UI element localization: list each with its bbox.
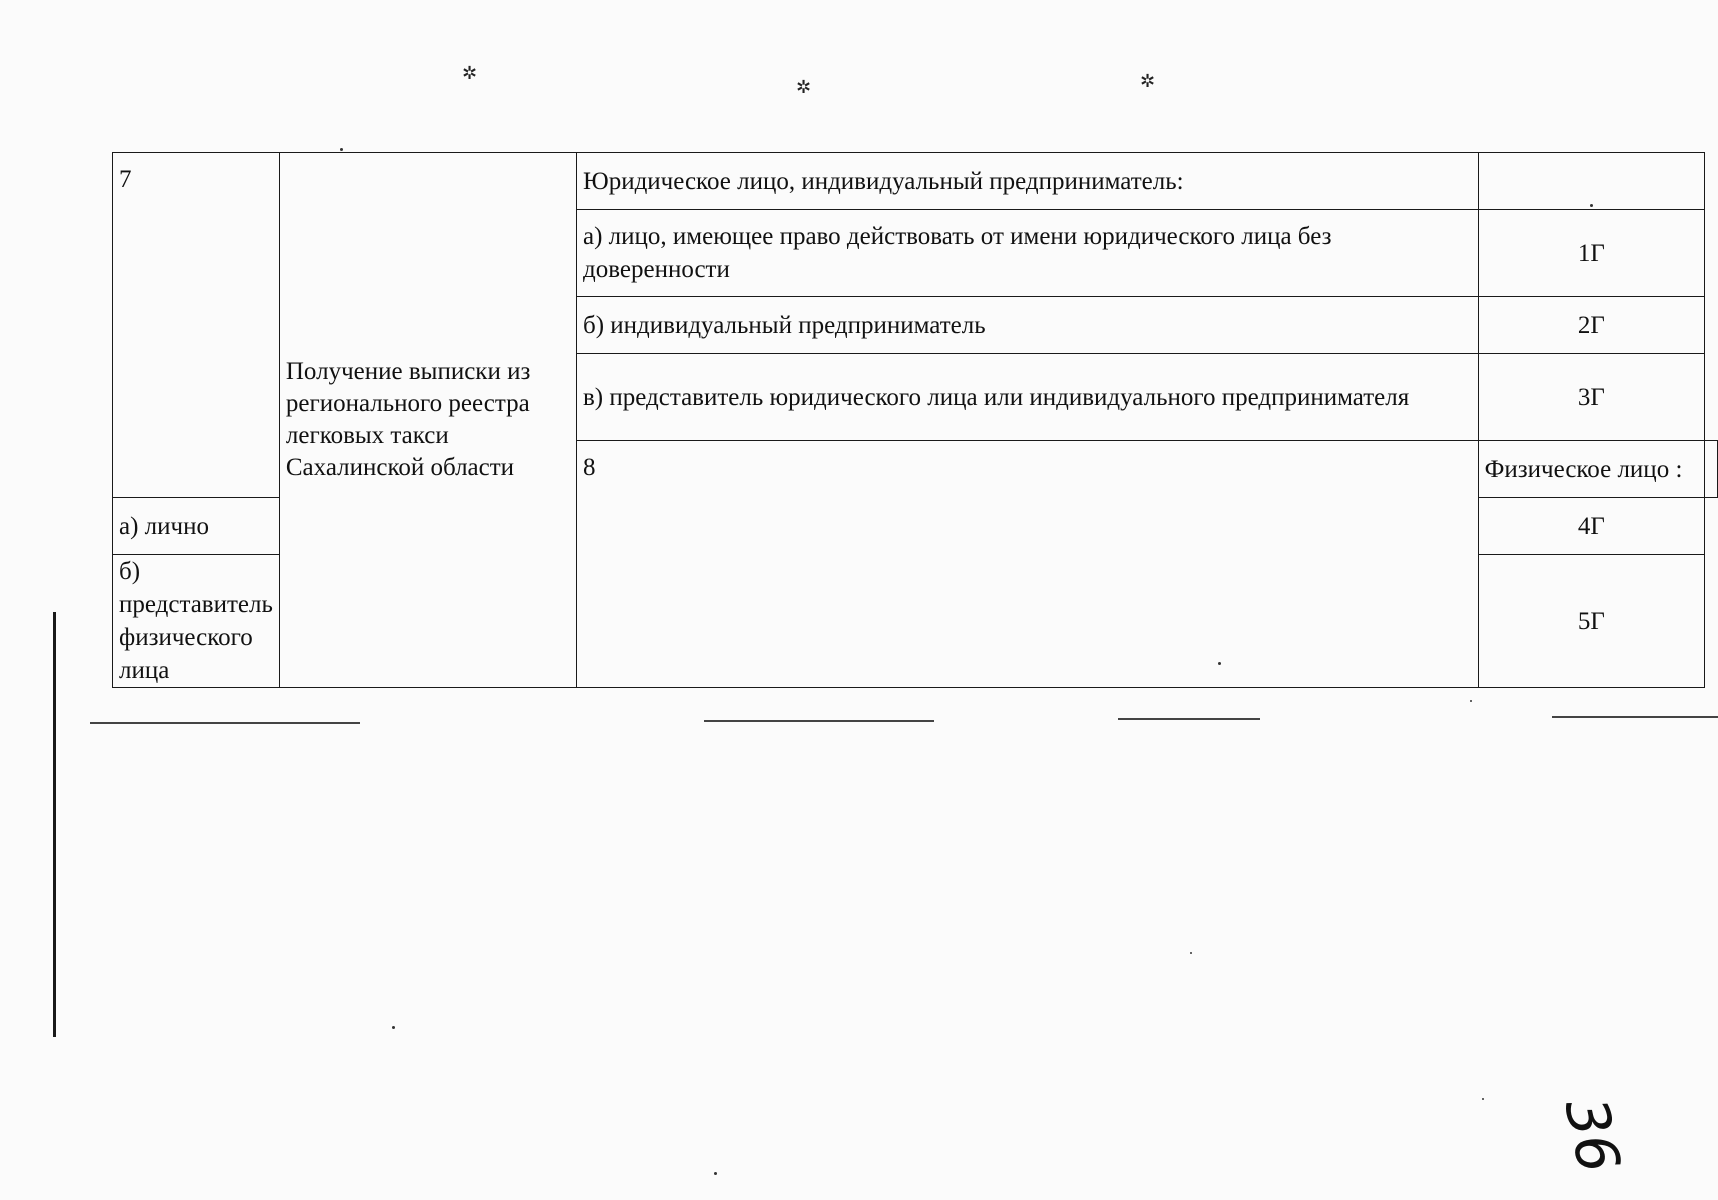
applicant-code: [1705, 441, 1718, 498]
scan-speck: [392, 1026, 395, 1029]
row-number: 7: [113, 153, 280, 498]
applicant-code: 2Г: [1478, 297, 1704, 354]
applicant-category: в) представитель юридического лица или индивидуального предпринимателя: [577, 354, 1479, 441]
scan-artifact-line: [1118, 718, 1260, 720]
applicant-code: [1478, 153, 1704, 210]
page-number: 36: [1551, 1092, 1634, 1179]
service-name: Получение выписки из регионального реестра легковых такси Сахалинской области: [279, 153, 576, 688]
applicant-category: а) лицо, имеющее право действовать от имени юридического лица без доверенности: [577, 210, 1479, 297]
scan-artifact-line: [1552, 716, 1718, 718]
scan-blot: ✲: [1140, 71, 1156, 91]
applicant-category: б) индивидуальный предприниматель: [577, 297, 1479, 354]
scan-speck: [1190, 952, 1192, 954]
scan-artifact-line: [704, 720, 934, 722]
applicant-category: Юридическое лицо, индивидуальный предприниматель:: [577, 153, 1479, 210]
table-row: [113, 153, 1718, 210]
scan-speck: [714, 1172, 717, 1175]
scan-speck: [1482, 1098, 1484, 1100]
scan-speck: [1470, 700, 1472, 702]
scan-artifact-line: [90, 722, 360, 724]
scan-margin-line: [53, 612, 56, 1037]
scan-blot: ✲: [796, 77, 812, 97]
applicant-code: 5Г: [1478, 555, 1704, 688]
applicant-category: Физическое лицо :: [1478, 441, 1704, 498]
applicant-category: б) представитель физического лица: [113, 555, 280, 688]
scan-blot: ✲: [462, 63, 478, 83]
row-number: 8: [577, 441, 1479, 688]
applicant-category: а) лично: [113, 498, 280, 555]
services-table: [112, 152, 1718, 688]
applicant-code: 4Г: [1478, 498, 1704, 555]
applicant-code: 3Г: [1478, 354, 1704, 441]
scan-speck: [340, 148, 343, 151]
applicant-code: 1Г: [1478, 210, 1704, 297]
